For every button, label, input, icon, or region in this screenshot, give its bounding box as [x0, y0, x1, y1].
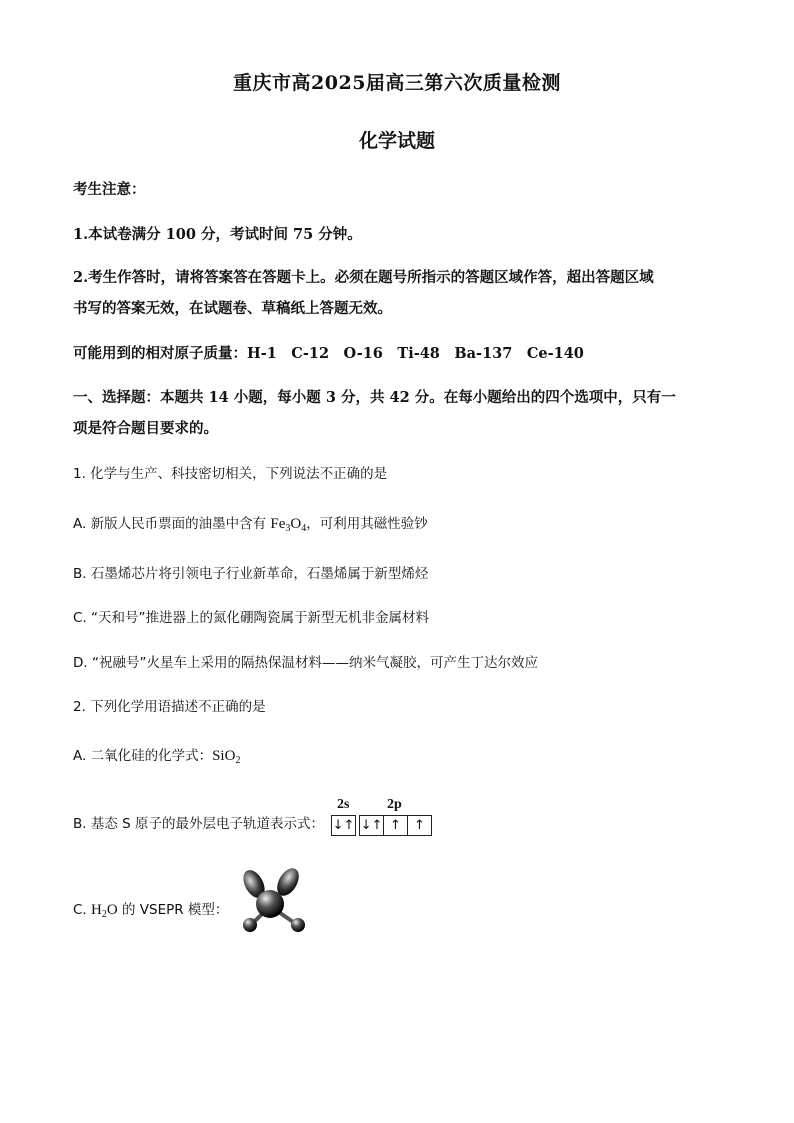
subject-title: 化学试题: [358, 130, 435, 152]
o-subscript: 4: [301, 523, 307, 534]
o-symbol: O: [290, 516, 302, 532]
orbital-box-2p-3: ↑: [407, 815, 432, 836]
h-symbol: H: [91, 902, 102, 918]
q2-option-b: B. 基态 S 原子的最外层电子轨道表示式：: [73, 816, 324, 832]
orbital-2p-label: 2p: [387, 797, 402, 812]
atomic-masses: 可能用到的相对原子质量：H-1 C-12 O-16 Ti-48 Ba-137 Ce-140: [73, 345, 584, 362]
q1-stem: 1. 化学与生产、科技密切相关，下列说法不正确的是: [73, 466, 388, 482]
section-1-line-1: 一、选择题：本题共 14 小题，每小题 3 分，共 42 分。在每小题给出的四个选项中，只有一: [73, 389, 676, 406]
orbital-2s-label: 2s: [337, 797, 350, 812]
q1-a-suffix: ，可利用其磁性验钞: [306, 516, 428, 532]
q2-c-suffix: 的 VSEPR 模型：: [117, 902, 229, 918]
q2-a-formula: [212, 748, 240, 764]
q1-option-c: C. “天和号”推进器上的氮化硼陶瓷属于新型无机非金属材料: [73, 610, 429, 626]
notice-item-2-line-2: 书写的答案无效，在试题卷、草稿纸上答题无效。: [73, 300, 392, 317]
orbital-boxes: [331, 815, 431, 836]
sio-subscript: 2: [235, 755, 241, 766]
h-subscript: 2: [101, 909, 107, 920]
q2-a-prefix: A. 二氧化硅的化学式：: [73, 748, 213, 764]
exam-title: 重庆市高2025届高三第六次质量检测: [233, 72, 561, 94]
q2-option-c: [73, 898, 723, 919]
q2-stem: 2. 下列化学用语描述不正确的是: [73, 699, 266, 715]
q2-option-a: [73, 744, 723, 765]
q1-option-b: B. 石墨烯芯片将引领电子行业新革命，石墨烯属于新型烯烃: [73, 566, 429, 582]
q1-a-formula: [270, 516, 306, 532]
notice-item-1: 1.本试卷满分 100 分，考试时间 75 分钟。: [73, 226, 362, 243]
q2-c-formula: [91, 902, 118, 918]
orbital-diagram: [331, 797, 441, 839]
q1-option-d: D. “祝融号”火星车上采用的隔热保温材料——纳米气凝胶，可产生丁达尔效应: [73, 655, 538, 671]
h2o-o-symbol: O: [106, 902, 118, 918]
vsepr-model-icon: [230, 868, 315, 938]
q2-c-prefix: C.: [73, 902, 92, 918]
fe-subscript: 3: [285, 523, 291, 534]
q1-option-a: [73, 512, 723, 533]
orbital-box-2p-1: ↓↑: [359, 815, 384, 836]
q1-a-prefix: A. 新版人民币票面的油墨中含有: [73, 516, 271, 532]
notice-heading: 考生注意：: [73, 181, 146, 198]
fe-symbol: Fe: [270, 516, 286, 532]
orbital-box-2p-2: ↑: [383, 815, 408, 836]
orbital-box-2s: ↓↑: [331, 815, 356, 836]
notice-item-2-line-1: 2.考生作答时，请将答案答在答题卡上。必须在题号所指示的答题区域作答，超出答题区域: [73, 269, 654, 286]
sio-symbol: SiO: [212, 748, 236, 764]
section-1-line-2: 项是符合题目要求的。: [73, 420, 218, 437]
